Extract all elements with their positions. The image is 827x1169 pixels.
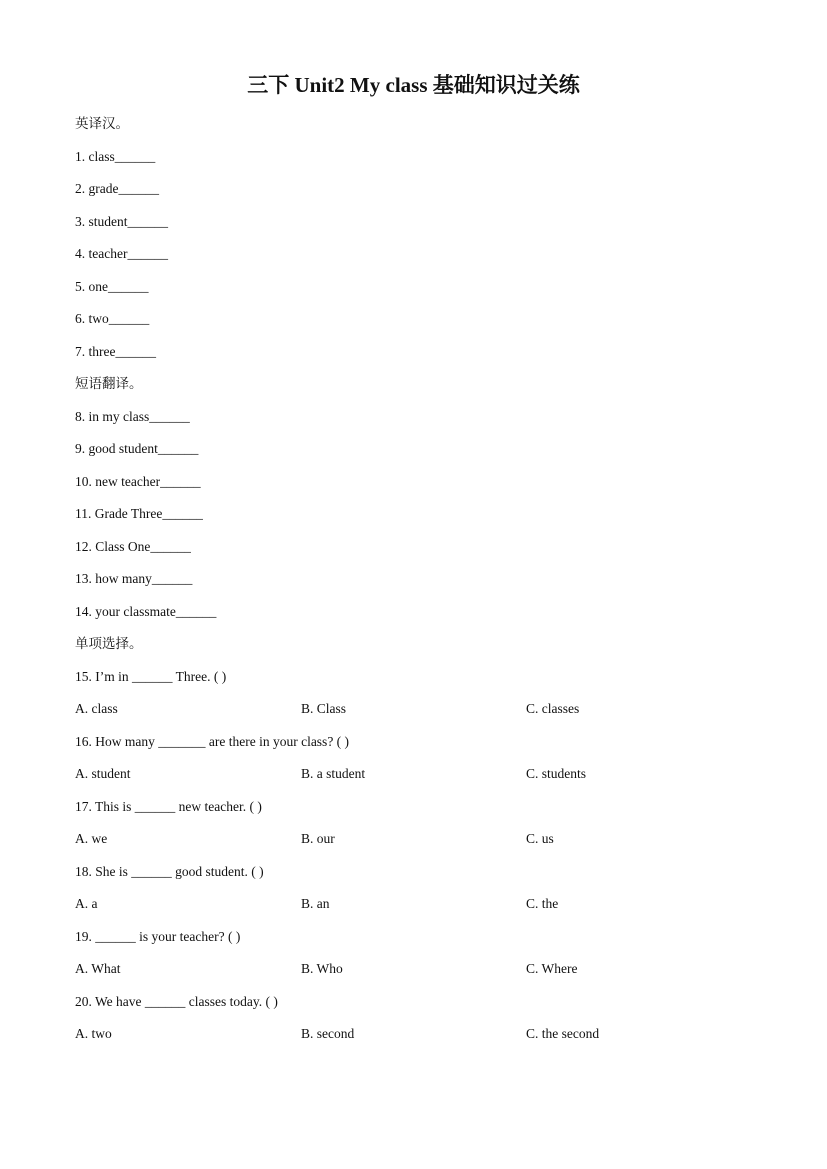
option-b: B. a student: [301, 766, 366, 781]
option-c: C. the second: [526, 1026, 600, 1041]
vocab-item: 3. student______: [75, 214, 168, 229]
phrase-item: 11. Grade Three______: [75, 506, 203, 521]
vocab-item: 6. two______: [75, 311, 150, 326]
vocab-item: 1. class______: [75, 149, 156, 164]
option-b: B. an: [301, 896, 330, 911]
question-stem: 15. I’m in ______ Three. ( ): [75, 669, 227, 684]
question-stem: 17. This is ______ new teacher. ( ): [75, 799, 262, 814]
option-a: A. What: [75, 961, 121, 976]
option-c: C. students: [526, 766, 587, 781]
option-a: A. we: [75, 831, 108, 846]
question-stem: 16. How many _______ are there in your class? ( ): [75, 734, 350, 749]
phrase-item: 10. new teacher______: [75, 474, 201, 489]
question-stem: 19. ______ is your teacher? ( ): [75, 929, 241, 944]
phrase-item: 13. how many______: [75, 571, 193, 586]
option-a: A. class: [75, 701, 118, 716]
phrase-item: 9. good student______: [75, 441, 199, 456]
phrase-item: 8. in my class______: [75, 409, 190, 424]
option-a: A. a: [75, 896, 98, 911]
vocab-item: 4. teacher______: [75, 246, 168, 261]
phrase-item: 12. Class One______: [75, 539, 191, 554]
page-title: 三下 Unit2 My class 基础知识过关练: [247, 73, 580, 97]
vocab-item: 2. grade______: [75, 181, 159, 196]
section-heading-multiple-choice: 单项选择。: [75, 636, 143, 651]
question-stem: 20. We have ______ classes today. ( ): [75, 994, 278, 1009]
option-c: C. classes: [526, 701, 580, 716]
option-b: B. our: [301, 831, 335, 846]
option-c: C. Where: [526, 961, 578, 976]
question-stem: 18. She is ______ good student. ( ): [75, 864, 264, 879]
phrase-item: 14. your classmate______: [75, 604, 217, 619]
option-a: A. two: [75, 1026, 112, 1041]
option-b: B. Who: [301, 961, 343, 976]
option-b: B. second: [301, 1026, 355, 1041]
section-heading-english-to-chinese: 英译汉。: [75, 116, 129, 131]
vocab-item: 7. three______: [75, 344, 156, 359]
option-c: C. the: [526, 896, 559, 911]
vocab-item: 5. one______: [75, 279, 149, 294]
section-heading-phrase-translation: 短语翻译。: [75, 376, 143, 391]
option-c: C. us: [526, 831, 554, 846]
option-a: A. student: [75, 766, 131, 781]
option-b: B. Class: [301, 701, 347, 716]
